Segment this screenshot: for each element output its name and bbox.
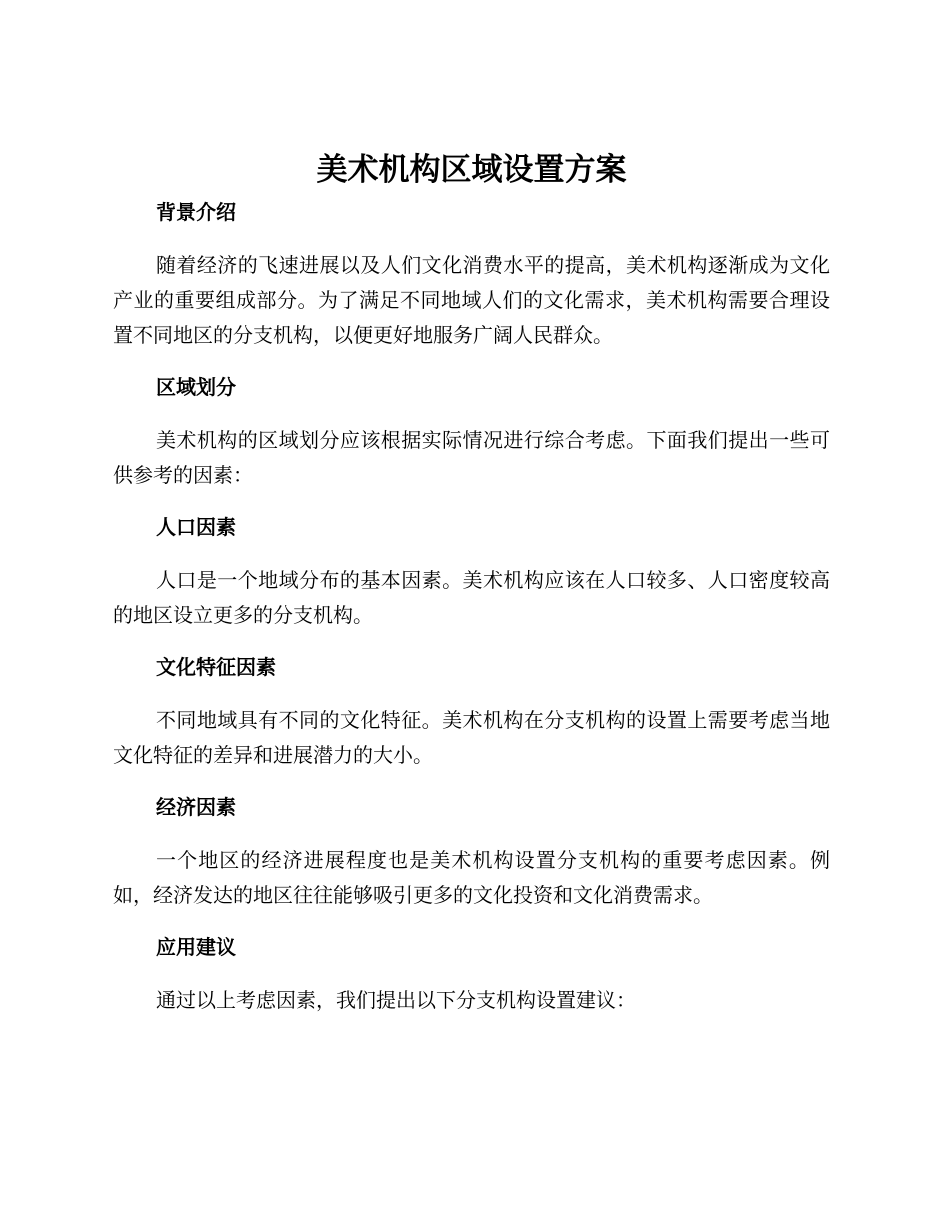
section-paragraph: 人口是一个地域分布的基本因素。美术机构应该在人口较多、人口密度较高的地区设立更多的分支机构。 — [113, 568, 830, 627]
section-application — [113, 933, 830, 1018]
section-paragraph: 随着经济的飞速进展以及人们文化消费水平的提高，美术机构逐渐成为文化产业的重要组成部分。为了满足不同地域人们的文化需求，美术机构需要合理设置不同地区的分支机构，以便更好地服务广阔人民群众。 — [113, 253, 830, 347]
section-heading: 经济因素 — [156, 795, 236, 819]
document-title: 美术机构区域设置方案 — [316, 152, 627, 188]
section-heading: 区域划分 — [156, 375, 236, 399]
section-paragraph: 通过以上考虑因素，我们提出以下分支机构设置建议： — [156, 988, 636, 1012]
section-region-division — [113, 373, 830, 493]
section-heading: 人口因素 — [156, 515, 236, 539]
section-paragraph: 美术机构的区域划分应该根据实际情况进行综合考虑。下面我们提出一些可供参考的因素： — [113, 428, 830, 487]
section-culture — [113, 653, 830, 773]
section-paragraph: 一个地区的经济进展程度也是美术机构设置分支机构的重要考虑因素。例如，经济发达的地区往往能够吸引更多的文化投资和文化消费需求。 — [113, 848, 830, 907]
section-heading: 文化特征因素 — [156, 655, 276, 679]
section-heading: 背景介绍 — [156, 200, 236, 224]
section-population — [113, 513, 830, 633]
section-background — [113, 198, 830, 353]
section-heading: 应用建议 — [156, 935, 236, 959]
section-paragraph: 不同地域具有不同的文化特征。美术机构在分支机构的设置上需要考虑当地文化特征的差异和进展潜力的大小。 — [113, 708, 830, 767]
section-economy — [113, 793, 830, 913]
